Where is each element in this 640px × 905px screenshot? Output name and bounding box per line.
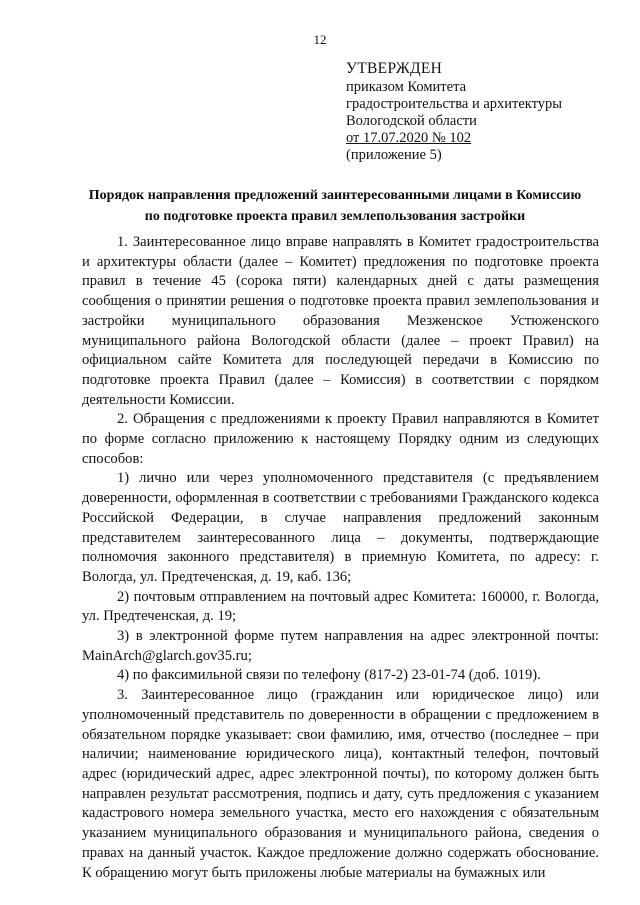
document-title bbox=[70, 185, 600, 227]
paragraph-2: 2. Обращения с предложениями к проекту Правил направляются в Комитет по форме согласно приложению к настоящему Порядку одним из следующих способов: bbox=[82, 411, 599, 467]
list-item-3: 3) в электронной форме путем направления на адрес электронной почты: MainArch@glarch.gov35.ru; bbox=[82, 628, 599, 664]
approval-line: Вологодской области bbox=[346, 113, 477, 129]
list-item-4: 4) по факсимильной связи по телефону (817-2) 23-01-74 (доб. 1019). bbox=[117, 667, 541, 684]
approval-heading: УТВЕРЖДЕН bbox=[346, 60, 443, 77]
paragraph-3: 3. Заинтересованное лицо (гражданин или юридическое лицо) или уполномоченный представитель по доверенности в обращении с предложением в обязательном порядке указывает: свои фамилию, имя, отчество (последнее – при наличии; наименование юридического лица), контактный телефон, почтовый адрес (юридический адрес, адрес электронной почты), по которому должен быть направлен результат рассмотрения, подпись и дату, суть предложения с указанием кадастрового номера земельного участка, место его нахождения с обязательным указанием муниципального образования и муниципального района, сведения о правах на данный участок. Каждое предложение должно содержать обоснование. К обращению могут быть приложены любые материалы на бумажных или bbox=[82, 687, 599, 881]
approval-order-number: от 17.07.2020 № 102 bbox=[346, 130, 472, 146]
title-line: Порядок направления предложений заинтересованными лицами в Комиссию bbox=[88, 188, 582, 203]
list-item-2: 2) почтовым отправлением на почтовый адрес Комитета: 160000, г. Вологда, ул. Предтеченская, д. 19; bbox=[82, 588, 599, 625]
approval-block bbox=[346, 60, 562, 164]
approval-line: приказом Комитета bbox=[346, 79, 467, 95]
paragraph-1: 1. Заинтересованное лицо вправе направлять в Комитет градостроительства и архитектуры области (далее – Комитет) предложения по подготовке проекта правил в течение 45 (сорока пяти) календарных дней с даты размещения сообщения о принятии решения о подготовке проекта правил землепользования и застройки муниципального образования Мезженское Устюженского муниципального района Вологодской области (далее – проект Правил) на официальном сайте Комитета для последующей передачи в Комиссию по подготовке проекта Правил (далее – Комиссия) в соответствии с порядком деятельности Комиссии. bbox=[82, 234, 599, 408]
page-number: 12 bbox=[313, 32, 327, 47]
approval-line: градостроительства и архитектуры bbox=[346, 96, 563, 112]
approval-appendix: (приложение 5) bbox=[346, 147, 442, 163]
list-item-1: 1) лично или через уполномоченного представителя (с предъявлением доверенности, оформленная в соответствии с требованиями Гражданского кодекса Российской Федерации, в случае направления предложений законным представителем заинтересованного лица – документы, подтверждающие полномочия законного представителя) в приемную Комитета, по адресу: г. Вологда, ул. Предтеченская, д. 19, каб. 136; bbox=[82, 470, 599, 585]
document-body bbox=[82, 233, 599, 883]
title-line: по подготовке проекта правил землепользования застройки bbox=[144, 209, 526, 224]
